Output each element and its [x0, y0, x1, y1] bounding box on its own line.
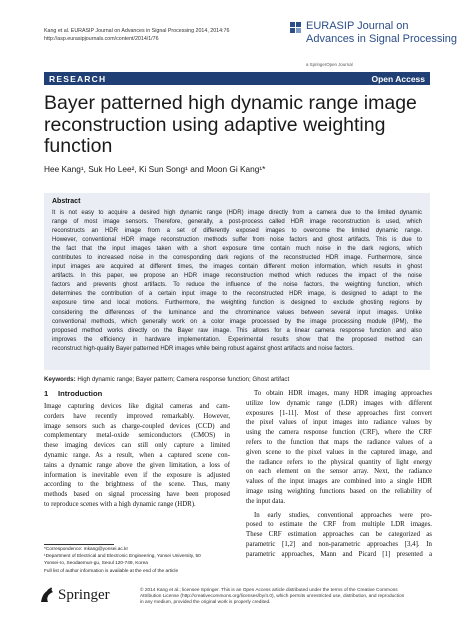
abstract-line: artifacts. In this paper, we propose an HDR image reconstruction method which reduces the impact of the noise [52, 273, 422, 280]
keywords [44, 376, 289, 383]
abstract-heading: Abstract [52, 198, 81, 205]
body-line: corders have recently improved remarkably. However, [44, 412, 230, 420]
citation-header [44, 27, 229, 43]
abstract-body [52, 209, 422, 354]
body-line: using the camera response function (CRF), where the CRF [246, 429, 432, 437]
body-line: the pixel values of input images into radiance values by [246, 419, 432, 427]
abstract-line: range of most image sensors. Therefore, generally, a post-process called HDR image reconstruction is used, which [52, 219, 422, 226]
license-line: Attribution License (http://creativecommons.org/licenses/by/4.0), which permits unrestricted use, distribution, and reproduction [140, 594, 405, 600]
section-heading [44, 389, 230, 398]
publisher-name: Springer [58, 587, 110, 603]
body-line: to reproduce scenes with a high dynamic range (HDR). [44, 500, 196, 508]
body-line: utilize low dynamic range (LDR) images with different [246, 399, 432, 407]
body-line: image using weighting functions based on the reliability of [246, 487, 432, 495]
abstract-line: improves the efficiency in hardware implementation. Experimental results show that the proposed method can [52, 336, 422, 343]
abstract-line: reconstructs an HDR image from a set of differently exposed images to overcome the limited dynamic range. [52, 228, 422, 235]
abstract-line: exposure time and local motions. Furthermore, the weighting function is designed to exclude ghosting regions by [52, 300, 422, 307]
body-line: on each element on the sensor array. Next, the radiance [246, 468, 432, 476]
body-line: parametric approaches, Mann and Picard [1] presented a [246, 550, 432, 558]
body-line: posed to estimate the CRF from multiple LDR images. [246, 521, 432, 529]
body-line: Image capturing devices like digital cameras and cam- [44, 403, 230, 410]
abstract-line: factors and prevents ghost artifacts. To reduce the influence of the noise factors, the weighting function, which [52, 282, 422, 289]
article-url-link[interactable]: http://asp.eurasipjournals.com/content/2014/1/76 [44, 36, 159, 42]
body-line: information is inevitable even if the exposure is adjusted [44, 471, 230, 479]
abstract-line: reconstruct high-quality Bayer patterned HDR images while being robust against ghost artifacts and noise factors. [52, 345, 354, 352]
body-line: values of the input images are combined into a single HDR [246, 478, 432, 486]
abstract-line: proposed method works directly on the Bayer raw image. This allows for a linear camera response function and also [52, 327, 422, 334]
body-line: these imaging devices can still only capture a limited [44, 442, 230, 450]
footnote-divider [44, 544, 114, 545]
left-column [44, 389, 230, 510]
introduction-left-text [44, 402, 230, 510]
keywords-label: Keywords: [44, 376, 76, 383]
introduction-right-text [246, 389, 432, 560]
body-line: tains a dynamic range above the given limitation, a loss of [44, 461, 230, 469]
springer-horse-icon [38, 586, 56, 604]
license-text [140, 588, 434, 606]
citation-line: Kang et al. EURASIP Journal on Advances in Signal Processing 2014, 2014:76 [44, 28, 230, 34]
body-line: methods based on signal processing have been proposed [44, 491, 230, 499]
body-line: parametric [1,2] and non-parametric approaches [3,4]. In [246, 540, 432, 548]
open-access-label: Open Access [371, 74, 425, 84]
body-line: These CRF estimation approaches can be categorized as [246, 531, 432, 539]
abstract-line: the fact that the input images taken with a short exposure time contain much noise in the dark regions, which [52, 246, 422, 253]
abstract-line: conventional methods, which generally work on a color image processed by the image processing module (IPM), the [52, 318, 422, 325]
footnote-line: *Correspondence: mkang@yonsei.ac.kr [44, 547, 129, 552]
footnote-line: Full list of author information is available at the end of the article [44, 568, 179, 574]
journal-name-line1: EURASIP Journal on [306, 20, 409, 32]
footnote-line: ¹Department of Electrical and Electronic Engineering, Yonsei University, 50 [44, 554, 201, 560]
abstract-line: determines the contribution of a certain input image to the reconstructed HDR image, is designed to adapt to the [52, 291, 422, 298]
abstract-line: input images are acquired at different times, the images contain different motion information, which results in ghost [52, 264, 422, 271]
footnotes [44, 546, 234, 575]
springer-logo [38, 586, 130, 604]
abstract-line: It is not easy to acquire a desired high dynamic range (HDR) image directly from a camera due to the limited dynamic [52, 210, 422, 216]
abstract-line: However, conventional HDR image reconstruction methods suffer from noise factors and ghost artifacts. This is due to [52, 237, 422, 244]
author-list: Hee Kang¹, Suk Ho Lee², Ki Sun Song¹ and Moon Gi Kang¹* [44, 164, 266, 174]
journal-subtitle: a SpringerOpen Journal [306, 62, 353, 67]
body-line: given scene to the pixel values in the captured image, and [246, 448, 432, 456]
article-type-band [44, 72, 430, 85]
license-line: in any medium, provided the original work is properly credited. [140, 600, 271, 606]
license-line: © 2014 Kang et al.; licensee Springer. This is an Open Access article distributed under the terms of the Creative Commons [140, 588, 398, 593]
footnote-line: Yonsei-ro, Seodaemun-gu, Seoul 120-749, Korea [44, 561, 148, 567]
body-line: the input data. [246, 497, 286, 505]
journal-name [306, 20, 457, 46]
journal-logo-icon [290, 22, 302, 34]
abstract-box [44, 193, 430, 370]
body-line: complementary metal-oxide semiconductors (CMOS) in [44, 432, 230, 440]
section-title: Introduction [58, 389, 103, 398]
body-line: To obtain HDR images, many HDR imaging approaches [254, 390, 432, 397]
body-line: dynamic range. As a result, when a captured scene con- [44, 451, 230, 459]
keywords-text: High dynamic range; Bayer pattern; Camera response function; Ghost artifact [77, 376, 290, 383]
paper-title: Bayer patterned high dynamic range image reconstruction using adaptive weighting function [44, 92, 417, 157]
body-line: according to the brightness of the scene. Thus, many [44, 481, 230, 489]
article-type-label: RESEARCH [49, 74, 107, 84]
journal-name-line2: Advances in Signal Processing [306, 33, 458, 45]
section-number: 1 [44, 389, 49, 398]
body-line: exposures [1-11]. Most of these approaches first convert [246, 409, 432, 417]
body-line: refers to the function that maps the radiance values of a [246, 438, 432, 446]
abstract-line: contributes to increased noise in the corresponding dark regions of the reconstructed HDR image. Furthermore, since [52, 255, 422, 262]
abstract-line: considering the differences of the luminance and the chrominance values between several input images. Unlike [52, 309, 422, 316]
body-line: image sensors such as charge-coupled devices (CCD) and [44, 422, 230, 430]
body-line: the radiance refers to the physical quantity of light energy [246, 458, 432, 466]
journal-branding [290, 20, 458, 68]
right-column [246, 389, 432, 560]
body-line: In early studies, conventional approaches were pro- [254, 511, 432, 519]
